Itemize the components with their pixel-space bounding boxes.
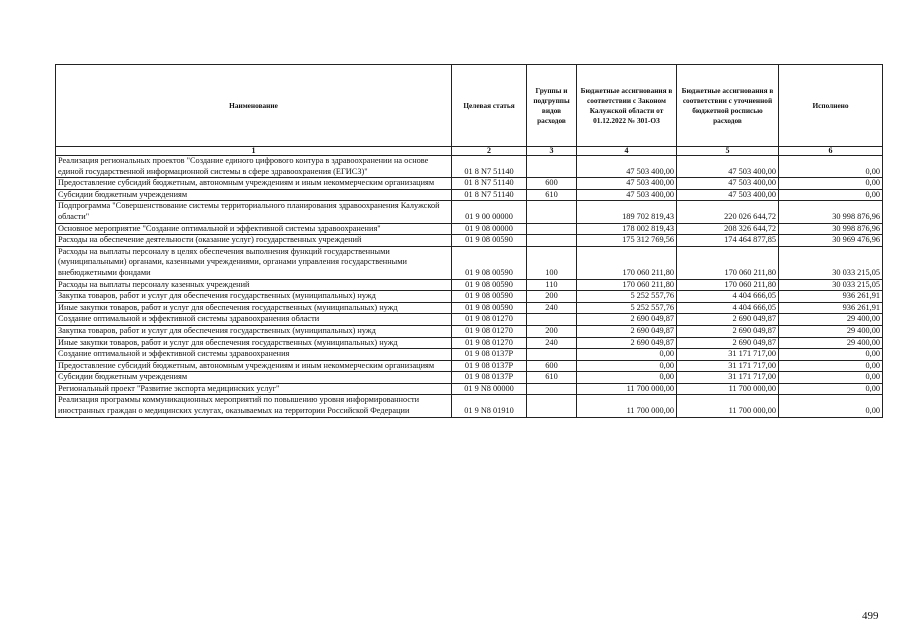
row-name-cell: Подпрограмма "Совершенствование системы территориального планирования здравоохранения Калужской области" [56,201,452,223]
row-name-cell: Предоставление субсидий бюджетным, автономным учреждениям и иным некоммерческим организациям [56,360,452,372]
row-target-cell: 01 9 08 00000 [452,223,527,235]
row-name-cell: Реализация программы коммуникационных мероприятий по повышению уровня информированности иностранных граждан о медицинских услугах, оказываемых на территории Российской Федерации [56,395,452,417]
row-law-amount-cell: 0,00 [577,372,677,384]
row-executed-amount-cell: 0,00 [779,360,883,372]
row-group-cell: 100 [527,246,577,279]
row-name-cell: Субсидии бюджетным учреждениям [56,189,452,201]
budget-table [55,64,883,418]
row-executed-amount-cell: 0,00 [779,383,883,395]
row-refined-amount-cell: 47 503 400,00 [677,189,779,201]
row-law-amount-cell: 170 060 211,80 [577,279,677,291]
row-law-amount-cell: 47 503 400,00 [577,156,677,178]
row-group-cell [527,223,577,235]
header-expense-group: Группы и подгруппы видов расходов [527,65,577,147]
row-refined-amount-cell: 11 700 000,00 [677,395,779,417]
row-executed-amount-cell: 30 969 476,96 [779,235,883,247]
row-group-cell [527,314,577,326]
row-target-cell: 01 9 08 00590 [452,302,527,314]
table-row [56,325,883,337]
row-target-cell: 01 9 08 0137Р [452,360,527,372]
row-law-amount-cell: 2 690 049,87 [577,337,677,349]
page-number: 499 [862,610,879,622]
table-row [56,302,883,314]
row-name-cell: Основное мероприятие "Создание оптимальной и эффективной системы здравоохранения" [56,223,452,235]
row-group-cell: 610 [527,189,577,201]
row-law-amount-cell: 11 700 000,00 [577,395,677,417]
row-target-cell: 01 9 08 01270 [452,314,527,326]
row-law-amount-cell: 0,00 [577,360,677,372]
row-name-cell: Иные закупки товаров, работ и услуг для обеспечения государственных (муниципальных) нужд [56,337,452,349]
row-target-cell: 01 9 08 00590 [452,246,527,279]
row-name-cell: Региональный проект "Развитие экспорта медицинских услуг" [56,383,452,395]
row-name-cell: Предоставление субсидий бюджетным, автономным учреждениям и иным некоммерческим организациям [56,178,452,190]
row-name-cell: Иные закупки товаров, работ и услуг для обеспечения государственных (муниципальных) нужд [56,302,452,314]
table-row [56,246,883,279]
column-number: 4 [577,147,677,156]
table-row [56,383,883,395]
row-law-amount-cell: 178 002 819,43 [577,223,677,235]
row-executed-amount-cell: 30 033 215,05 [779,279,883,291]
row-group-cell [527,395,577,417]
row-executed-amount-cell: 936 261,91 [779,291,883,303]
row-name-cell: Закупка товаров, работ и услуг для обеспечения государственных (муниципальных) нужд [56,291,452,303]
row-target-cell: 01 9 08 00590 [452,279,527,291]
table-row [56,189,883,201]
row-name-cell: Создание оптимальной и эффективной системы здравоохранения области [56,314,452,326]
row-refined-amount-cell: 31 171 717,00 [677,349,779,361]
column-number-row [56,147,883,156]
row-group-cell: 600 [527,360,577,372]
row-name-cell: Расходы на обеспечение деятельности (оказание услуг) государственных учреждений [56,235,452,247]
row-law-amount-cell: 11 700 000,00 [577,383,677,395]
row-law-amount-cell: 2 690 049,87 [577,314,677,326]
table-row [56,337,883,349]
row-name-cell: Реализация региональных проектов "Создание единого цифрового контура в здравоохранении на основе единой государственной информационной системы в сфере здравоохранения (ЕГИСЗ)" [56,156,452,178]
row-executed-amount-cell: 30 998 876,96 [779,223,883,235]
table-row [56,235,883,247]
row-law-amount-cell: 0,00 [577,349,677,361]
row-group-cell: 200 [527,291,577,303]
row-law-amount-cell: 189 702 819,43 [577,201,677,223]
row-executed-amount-cell: 0,00 [779,395,883,417]
row-name-cell: Закупка товаров, работ и услуг для обеспечения государственных (муниципальных) нужд [56,325,452,337]
header-executed: Исполнено [779,65,883,147]
row-refined-amount-cell: 11 700 000,00 [677,383,779,395]
row-refined-amount-cell: 2 690 049,87 [677,325,779,337]
column-number: 3 [527,147,577,156]
column-number: 1 [56,147,452,156]
row-group-cell [527,383,577,395]
row-executed-amount-cell: 936 261,91 [779,302,883,314]
row-executed-amount-cell: 30 033 215,05 [779,246,883,279]
row-name-cell: Субсидии бюджетным учреждениям [56,372,452,384]
row-law-amount-cell: 170 060 211,80 [577,246,677,279]
table-row [56,223,883,235]
row-refined-amount-cell: 31 171 717,00 [677,360,779,372]
column-number: 5 [677,147,779,156]
row-target-cell: 01 8 N7 51140 [452,178,527,190]
row-group-cell [527,156,577,178]
row-refined-amount-cell: 47 503 400,00 [677,156,779,178]
column-number: 6 [779,147,883,156]
row-target-cell: 01 9 08 0137Р [452,372,527,384]
row-executed-amount-cell: 29 400,00 [779,325,883,337]
row-refined-amount-cell: 208 326 644,72 [677,223,779,235]
row-law-amount-cell: 5 252 557,76 [577,291,677,303]
row-refined-amount-cell: 2 690 049,87 [677,337,779,349]
row-refined-amount-cell: 174 464 877,85 [677,235,779,247]
row-executed-amount-cell: 0,00 [779,156,883,178]
row-target-cell: 01 9 N8 00000 [452,383,527,395]
row-name-cell: Расходы на выплаты персоналу в целях обеспечения выполнения функций государственными (муниципальными) органами, казенными учреждениями, органами управления государственными внебюджетными фондами [56,246,452,279]
column-number: 2 [452,147,527,156]
row-group-cell [527,201,577,223]
row-target-cell: 01 9 N8 01910 [452,395,527,417]
row-target-cell: 01 9 08 0137Р [452,349,527,361]
row-executed-amount-cell: 0,00 [779,189,883,201]
row-law-amount-cell: 5 252 557,76 [577,302,677,314]
table-row [56,178,883,190]
header-target-article: Целевая статья [452,65,527,147]
row-group-cell [527,349,577,361]
table-row [56,291,883,303]
row-target-cell: 01 9 00 00000 [452,201,527,223]
header-name: Наименование [56,65,452,147]
row-target-cell: 01 9 08 01270 [452,337,527,349]
row-group-cell: 110 [527,279,577,291]
table-row [56,279,883,291]
row-law-amount-cell: 47 503 400,00 [577,178,677,190]
row-refined-amount-cell: 2 690 049,87 [677,314,779,326]
row-executed-amount-cell: 0,00 [779,349,883,361]
row-name-cell: Создание оптимальной и эффективной системы здравоохранения [56,349,452,361]
row-executed-amount-cell: 29 400,00 [779,314,883,326]
table-row [56,360,883,372]
row-refined-amount-cell: 4 404 666,05 [677,302,779,314]
row-law-amount-cell: 47 503 400,00 [577,189,677,201]
row-refined-amount-cell: 220 026 644,72 [677,201,779,223]
row-group-cell: 240 [527,302,577,314]
row-group-cell: 610 [527,372,577,384]
row-group-cell: 200 [527,325,577,337]
row-group-cell: 600 [527,178,577,190]
row-refined-amount-cell: 47 503 400,00 [677,178,779,190]
table-row [56,395,883,417]
row-law-amount-cell: 175 312 769,56 [577,235,677,247]
table-body [56,156,883,418]
table-row [56,201,883,223]
row-target-cell: 01 8 N7 51140 [452,156,527,178]
table-row [56,372,883,384]
header-row [56,65,883,147]
row-executed-amount-cell: 29 400,00 [779,337,883,349]
row-group-cell [527,235,577,247]
row-refined-amount-cell: 170 060 211,80 [677,279,779,291]
header-law-allocations: Бюджетные ассигнования в соответствии с Законом Калужской области от 01.12.2022 № 301-ОЗ [577,65,677,147]
row-target-cell: 01 9 08 01270 [452,325,527,337]
table-row [56,349,883,361]
row-refined-amount-cell: 170 060 211,80 [677,246,779,279]
row-executed-amount-cell: 0,00 [779,178,883,190]
row-group-cell: 240 [527,337,577,349]
row-refined-amount-cell: 31 171 717,00 [677,372,779,384]
row-target-cell: 01 8 N7 51140 [452,189,527,201]
row-executed-amount-cell: 30 998 876,96 [779,201,883,223]
row-target-cell: 01 9 08 00590 [452,291,527,303]
row-law-amount-cell: 2 690 049,87 [577,325,677,337]
row-executed-amount-cell: 0,00 [779,372,883,384]
header-refined-allocations: Бюджетные ассигнования в соответствии с уточненной бюджетной росписью расходов [677,65,779,147]
table-row [56,156,883,178]
row-refined-amount-cell: 4 404 666,05 [677,291,779,303]
table-row [56,314,883,326]
row-target-cell: 01 9 08 00590 [452,235,527,247]
row-name-cell: Расходы на выплаты персоналу казенных учреждений [56,279,452,291]
